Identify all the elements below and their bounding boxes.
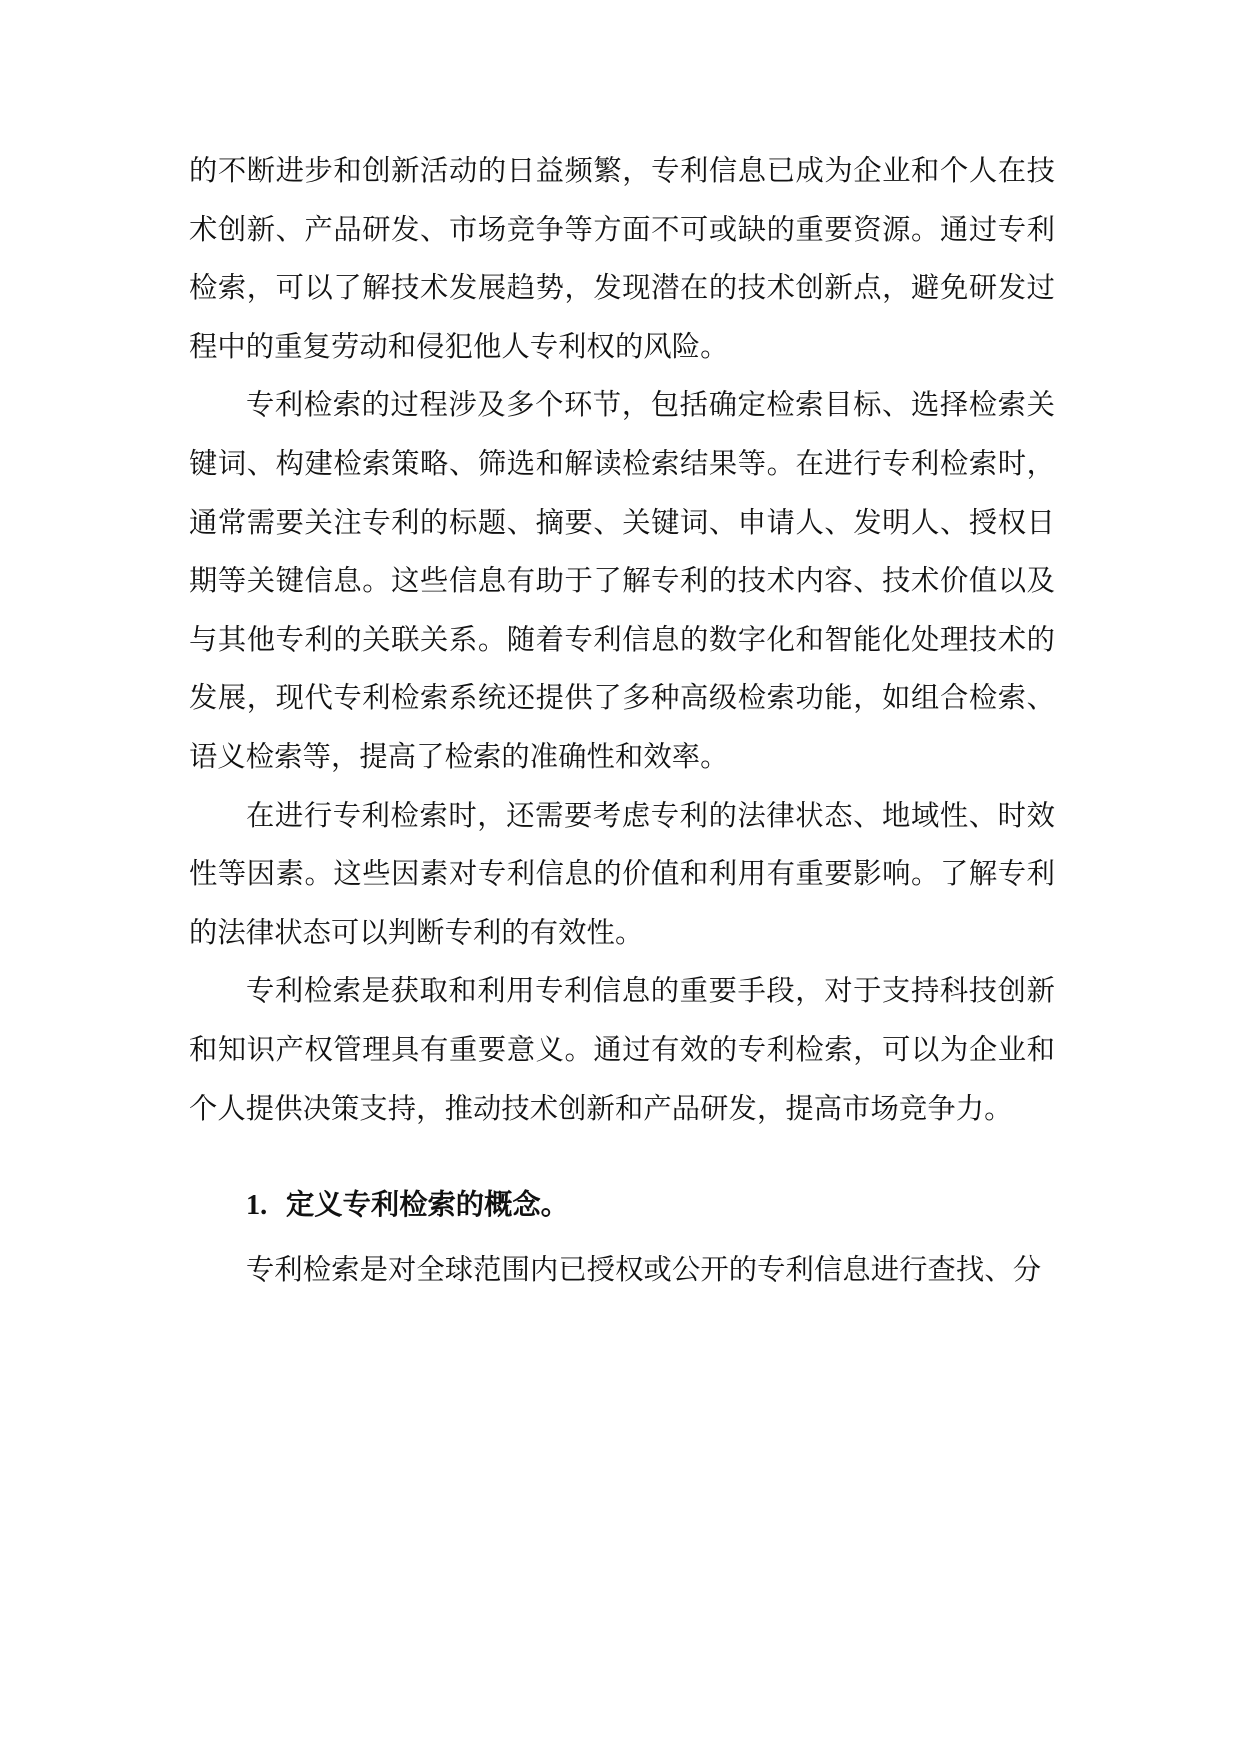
document-body bbox=[189, 142, 1055, 1299]
paragraph: 专利检索是获取和利用专利信息的重要手段，对于支持科技创新和知识产权管理具有重要意义。通过有效的专利检索，可以为企业和个人提供决策支持，推动技术创新和产品研发，提高市场竞争力。 bbox=[189, 974, 1055, 1125]
section-number: 1. bbox=[246, 1190, 268, 1222]
section-title: 定义专利检索的概念。 bbox=[286, 1188, 569, 1222]
paragraph-continuation: 的不断进步和创新活动的日益频繁，专利信息已成为企业和个人在技术创新、产品研发、市场竞争等方面不可或缺的重要资源。通过专利检索，可以了解技术发展趋势，发现潜在的技术创新点，避免研发过程中的重复劳动和侵犯他人专利权的风险。 bbox=[189, 154, 1055, 363]
section-heading bbox=[189, 1176, 1055, 1236]
paragraph: 在进行专利检索时，还需要考虑专利的法律状态、地域性、时效性等因素。这些因素对专利信息的价值和利用有重要影响。了解专利的法律状态可以判断专利的有效性。 bbox=[189, 798, 1055, 949]
paragraph-truncated: 专利检索是对全球范围内已授权或公开的专利信息进行查找、分 bbox=[246, 1252, 1042, 1286]
paragraph: 专利检索的过程涉及多个环节，包括确定检索目标、选择检索关键词、构建检索策略、筛选和解读检索结果等。在进行专利检索时，通常需要关注专利的标题、摘要、关键词、申请人、发明人、授权日期等关键信息。这些信息有助于了解专利的技术内容、技术价值以及与其他专利的关联关系。随着专利信息的数字化和智能化处理技术的发展，现代专利检索系统还提供了多种高级检索功能，如组合检索、语义检索等，提高了检索的准确性和效率。 bbox=[189, 388, 1055, 773]
